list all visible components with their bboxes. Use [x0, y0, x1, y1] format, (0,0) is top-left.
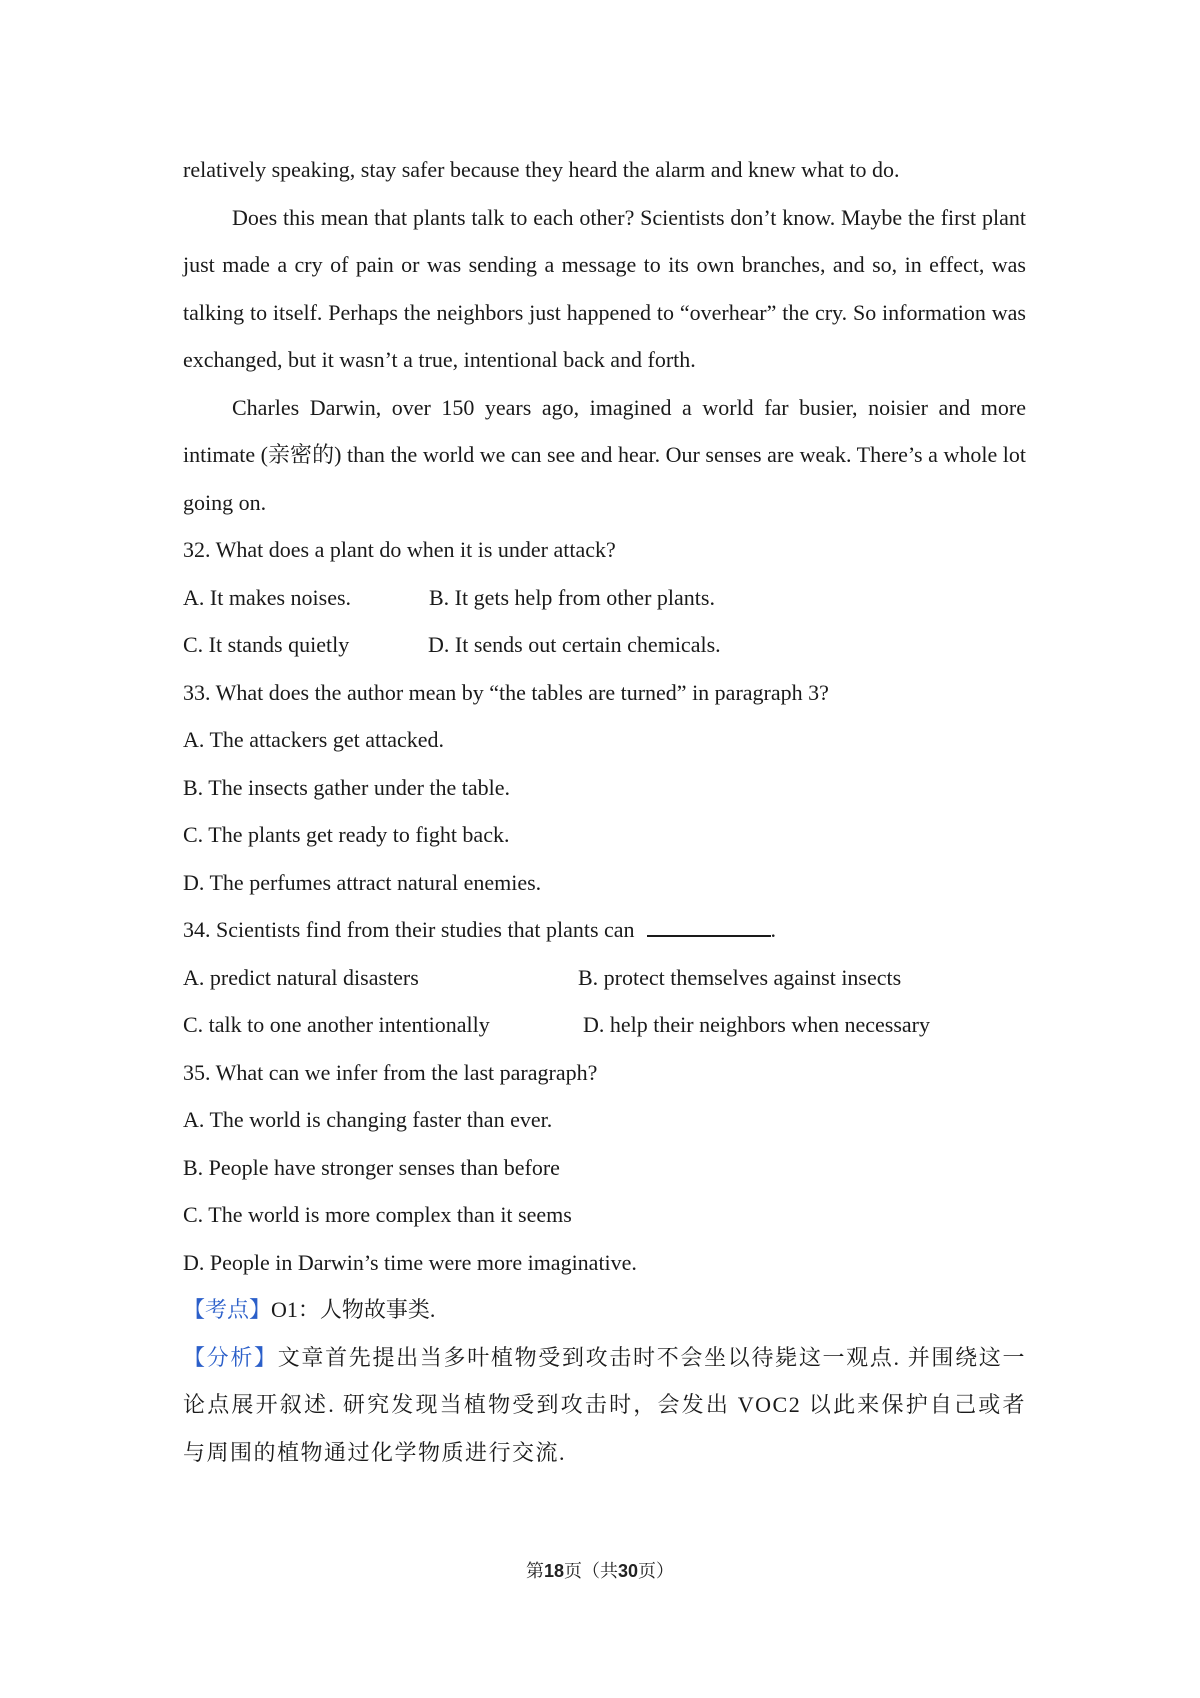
question-35-stem: 35. What can we infer from the last paragraph?	[183, 1059, 598, 1085]
fenxi-tag: 【分析】	[183, 1344, 278, 1370]
question-32-options-cd	[183, 621, 1026, 669]
question-32-stem: 32. What does a plant do when it is under attack?	[183, 537, 616, 562]
question-33-option-b: B. The insects gather under the table.	[183, 774, 511, 800]
question-34-option-d: D. help their neighbors when necessary	[583, 1012, 931, 1037]
fenxi-text: 文章首先提出当多叶植物受到攻击时不会坐以待毙这一观点. 并围绕这一论点展开叙述. 研究发现当植物受到攻击时，会发出 VOC2 以此来保护自己或者与周围的植物通过化学物质进行交流.	[183, 1344, 1026, 1465]
footer-suffix: 页）	[638, 1561, 675, 1582]
footer-prefix: 第	[525, 1561, 544, 1582]
question-34-stem-line	[183, 906, 1026, 954]
page-content	[183, 146, 1026, 1476]
question-32-option-d: D. It sends out certain chemicals.	[428, 632, 721, 657]
question-35-option-d: D. People in Darwin’s time were more imaginative.	[183, 1249, 637, 1275]
question-35-option-a: A. The world is changing faster than ever.	[183, 1107, 553, 1132]
passage-paragraph-darwin: Charles Darwin, over 150 years ago, imagined a world far busier, noisier and more intimate (亲密的) than the world we can see and hear. Our senses are weak. There’s a whole lot going on.	[183, 394, 1026, 515]
fenxi-paragraph	[183, 1334, 1026, 1477]
question-32-option-a: A. It makes noises.	[183, 584, 352, 610]
question-34-stem-end: .	[770, 917, 777, 942]
question-33-option-a: A. The attackers get attacked.	[183, 727, 445, 752]
kaodian-line	[183, 1286, 1026, 1334]
question-34-options-ab	[183, 954, 1026, 1002]
kaodian-tag: 【考点】	[183, 1297, 272, 1322]
question-32-option-b: B. It gets help from other plants.	[429, 584, 715, 610]
answer-blank	[647, 911, 771, 937]
question-32-option-c: C. It stands quietly	[183, 632, 350, 657]
question-33-option-c: C. The plants get ready to fight back.	[183, 822, 510, 847]
question-35-option-c: C. The world is more complex than it seems	[183, 1202, 572, 1227]
passage-paragraph-talk: Does this mean that plants talk to each other? Scientists don’t know. Maybe the first plant just made a cry of pain or was sending a message to its own branches, and so, in effect, was talking to itself. Perhaps the neighbors just happened to “overhear” the cry. So information was exchanged, but it wasn’t a true, intentional back and forth.	[183, 204, 1026, 372]
footer-mid: 页（共	[564, 1561, 618, 1582]
question-34-option-c: C. talk to one another intentionally	[183, 1012, 490, 1037]
question-34-option-a: A. predict natural disasters	[183, 964, 419, 990]
kaodian-text: O1：人物故事类.	[271, 1297, 436, 1322]
page-footer	[0, 1557, 1200, 1583]
footer-page-number: 18	[543, 1561, 564, 1581]
question-34-stem: 34. Scientists find from their studies that plants can	[183, 917, 635, 942]
question-34-option-b: B. protect themselves against insects	[578, 964, 902, 990]
question-34-options-cd	[183, 1001, 1026, 1049]
footer-total-pages: 30	[618, 1561, 639, 1581]
passage-line-top: relatively speaking, stay safer because they heard the alarm and knew what to do.	[183, 157, 900, 182]
question-33-stem: 33. What does the author mean by “the tables are turned” in paragraph 3?	[183, 679, 829, 705]
question-35-option-b: B. People have stronger senses than before	[183, 1154, 560, 1180]
question-32-options-ab	[183, 574, 1026, 622]
question-33-option-d: D. The perfumes attract natural enemies.	[183, 869, 542, 895]
